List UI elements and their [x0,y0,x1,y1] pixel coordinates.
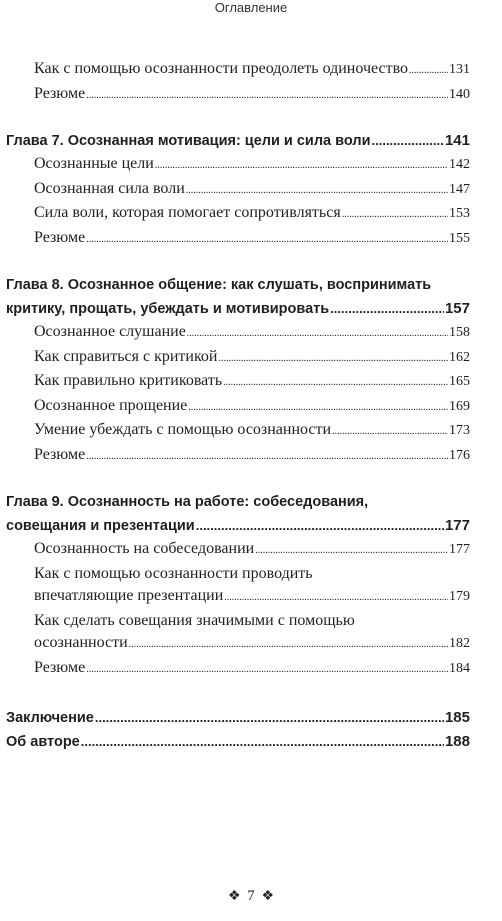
entry-title: Сила воли, которая помогает сопротивляться [34,204,341,221]
dot-leader [155,155,448,178]
toc-entry [0,370,502,395]
dot-leader [86,446,448,469]
entry-title: Как справиться с критикой [34,347,218,365]
toc-entry [0,444,502,469]
about-author-heading [0,730,502,754]
entry-title: Осознанное прощение [34,396,188,414]
entry-title: Как с помощью осознанности проводить [34,564,313,582]
entry-page-number: 165 [449,374,470,389]
dot-leader [95,706,444,730]
entry-title: Осознанные цели [34,155,154,172]
chapter-heading-line [0,273,502,297]
dot-leader [86,229,448,252]
toc-entry [0,585,502,610]
toc-entry-line [0,563,502,586]
chapter-title: Глава 8. Осознанное общение: как слушать, воспринимать [6,277,432,293]
dot-leader [196,514,444,538]
entry-title: впечатляющие презентации [34,587,224,604]
dot-leader [224,587,448,610]
chapter-title: Заключение [6,710,94,726]
chapter-page-number: 177 [444,517,470,534]
entry-page-number: 153 [449,206,470,221]
entry-page-number: 182 [449,636,470,651]
ornament-icon: ❖ [227,889,241,904]
entry-title: Осознанное слушание [34,323,186,340]
entry-page-number: 155 [449,230,470,246]
dot-leader [332,421,448,444]
toc-entry [0,227,502,252]
entry-page-number: 179 [449,589,470,604]
entry-page-number: 158 [449,325,470,340]
toc-entry-line [0,610,502,633]
entry-page-number: 177 [449,542,470,557]
chapter-page-number: 157 [444,300,470,317]
dot-leader [86,85,448,108]
toc-entry [0,395,502,420]
entry-page-number: 147 [449,181,470,197]
chapter-title: критику, прощать, убеждать и мотивировать [6,301,330,317]
page-number: 7 [247,888,255,904]
dot-leader [186,180,448,203]
chapter-page-number: 188 [444,733,470,750]
entry-page-number: 162 [449,349,470,365]
chapter-heading [0,129,502,153]
dot-leader [81,730,444,754]
dot-leader [330,297,444,321]
dot-leader [218,348,448,371]
entry-title: Осознанность на собеседовании [34,540,255,557]
chapter-title: Об авторе [6,734,80,750]
toc-entry [0,346,502,371]
dot-leader [342,204,448,227]
dot-leader [188,397,448,420]
toc-entry [0,178,502,203]
toc-entry [0,538,502,563]
entry-title: Резюме [34,84,86,102]
dot-leader [187,323,448,346]
entry-page-number: 176 [449,447,470,463]
conclusion-heading [0,706,502,730]
toc-entry [0,153,502,178]
entry-page-number: 173 [449,423,470,438]
entry-page-number: 142 [449,157,470,172]
entry-title: Как правильно критиковать [34,372,223,389]
page-folio [0,888,502,905]
entry-title: Резюме [34,228,86,246]
dot-leader [86,659,448,682]
entry-title: Резюме [34,658,86,676]
entry-title: Как с помощью осознанности преодолеть одиночество [34,60,409,77]
entry-page-number: 169 [449,398,470,414]
toc-entry [0,321,502,346]
toc-entry [0,83,502,108]
toc-entry [0,58,502,83]
entry-page-number: 184 [449,660,470,676]
chapter-page-number: 185 [444,709,470,726]
entry-title: Как сделать совещания значимыми с помощью [34,611,355,629]
dot-leader [129,634,448,657]
toc-entry [0,657,502,682]
chapter-title: совещания и презентации [6,518,195,534]
toc-entry [0,632,502,657]
running-head: Оглавление [214,0,288,15]
table-of-contents [0,58,502,754]
dot-leader [409,60,448,83]
entry-title: осознанности [34,634,128,651]
chapter-page-number: 141 [444,132,470,149]
entry-page-number: 140 [449,86,470,102]
chapter-heading-line [0,490,502,514]
entry-title: Осознанная сила воли [34,179,185,197]
dot-leader [223,372,448,395]
entry-title: Умение убеждать с помощью осознанности [34,421,332,438]
chapter-title: Глава 7. Осознанная мотивация: цели и сила воли [6,133,371,149]
chapter-title: Глава 9. Осознанность на работе: собеседования, [6,494,369,510]
dot-leader [372,129,444,153]
toc-entry [0,202,502,227]
chapter-heading [0,297,502,321]
toc-entry [0,419,502,444]
entry-title: Резюме [34,445,86,463]
entry-page-number: 131 [449,62,470,77]
ornament-icon: ❖ [261,889,275,904]
dot-leader [255,540,448,563]
chapter-heading [0,514,502,538]
